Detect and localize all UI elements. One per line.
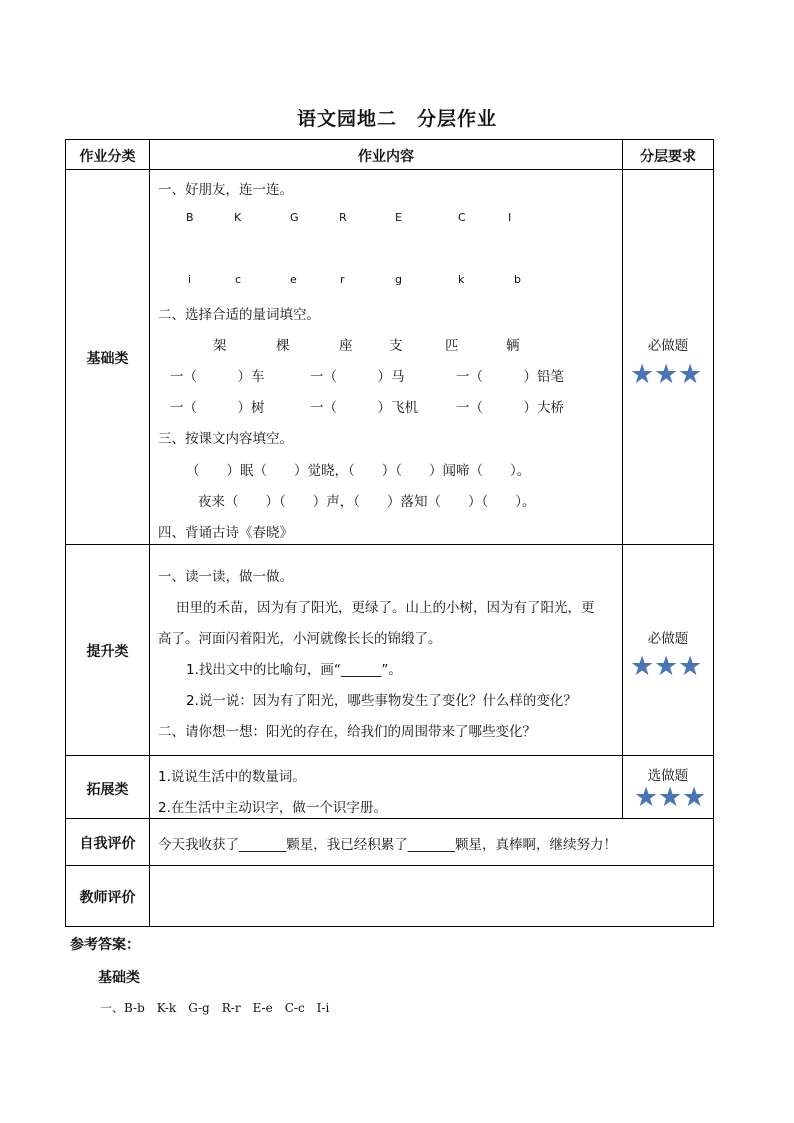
fill-item: 一（ ）车: [170, 369, 265, 385]
basic-section4-title: 四、背诵古诗《春晓》: [158, 525, 293, 541]
star-icon: ★: [678, 359, 703, 390]
star-icon: ★: [634, 782, 659, 813]
answers-line: 一、B-b K-k G-g R-r E-e C-c I-i: [100, 1001, 330, 1015]
extend-item: 2.在生活中主动识字，做一个识字册。: [158, 800, 387, 816]
basic-section3-title: 三、按课文内容填空。: [158, 431, 293, 447]
advance-requirement: 必做题: [647, 631, 689, 647]
basic-section1-title: 一、好朋友，连一连。: [158, 182, 293, 198]
teacher-eval-label: 教师评价: [79, 890, 136, 906]
advance-question: 1.找出文中的比喻句，画“______”。: [186, 662, 402, 678]
fill-item: 一（ ）马: [310, 369, 405, 385]
answers-basic-heading: 基础类: [98, 970, 140, 986]
poem-line: （ ）眠（ ）觉晓，（ ）（ ）闻啼（ ）。: [186, 463, 531, 479]
extend-requirement: 选做题: [647, 768, 689, 784]
fill-item: 一（ ）大桥: [456, 400, 564, 416]
lower-letter: k: [458, 273, 465, 286]
upper-letter: B: [186, 211, 194, 224]
basic-label: 基础类: [86, 351, 129, 367]
star-icon: ★: [654, 651, 679, 682]
star-icon: ★: [654, 359, 679, 390]
star-icon: ★: [630, 359, 655, 390]
upper-letter: I: [508, 211, 512, 224]
star-icon: ★: [630, 651, 655, 682]
upper-letter: E: [395, 211, 402, 224]
basic-section2-title: 二、选择合适的量词填空。: [158, 307, 320, 323]
lower-letter: g: [395, 273, 402, 286]
self-eval-text: 今天我收获了_______颗星，我已经积累了_______颗星，真棒啊，继续努力！: [158, 837, 617, 853]
page-title: 语文园地二 分层作业: [296, 108, 497, 130]
extend-item: 1.说说生活中的数量词。: [158, 769, 306, 785]
advance-section1-title: 一、读一读，做一做。: [158, 569, 293, 585]
extend-label: 拓展类: [86, 782, 129, 798]
self-eval-label: 自我评价: [79, 836, 136, 852]
upper-letter: R: [339, 211, 347, 224]
star-icon: ★: [678, 651, 703, 682]
lower-letter: c: [235, 273, 242, 286]
measure-word: 支: [389, 338, 403, 354]
answers-heading: 参考答案：: [70, 937, 140, 953]
measure-word: 棵: [276, 338, 290, 354]
star-icon: ★: [658, 782, 683, 813]
header-content: 作业内容: [358, 149, 414, 165]
upper-letter: K: [234, 211, 242, 224]
star-icon: ★: [682, 782, 707, 813]
advance-question: 2.说一说：因为有了阳光，哪些事物发生了变化？什么样的变化？: [186, 693, 577, 709]
advance-paragraph: 田里的禾苗，因为有了阳光，更绿了。山上的小树，因为有了阳光，更: [176, 600, 595, 616]
measure-word: 座: [339, 338, 353, 354]
upper-letter: C: [458, 211, 466, 224]
upper-letter: G: [290, 211, 299, 224]
lower-letter: e: [290, 273, 297, 286]
fill-item: 一（ ）树: [170, 400, 265, 416]
lower-letter: r: [340, 273, 345, 286]
fill-item: 一（ ）铅笔: [456, 369, 564, 385]
poem-line: 夜来（ ）（ ）声，（ ）落知（ ）（ ）。: [198, 494, 536, 510]
advance-label: 提升类: [86, 644, 129, 660]
fill-item: 一（ ）飞机: [310, 400, 418, 416]
advance-paragraph: 高了。河面闪着阳光，小河就像长长的锦缎了。: [158, 631, 442, 647]
header-requirement: 分层要求: [640, 149, 696, 165]
measure-word: 匹: [445, 338, 459, 354]
measure-word: 架: [213, 338, 227, 354]
lower-letter: i: [188, 273, 192, 286]
header-category: 作业分类: [79, 149, 136, 165]
measure-word: 辆: [506, 338, 520, 354]
basic-requirement: 必做题: [647, 338, 689, 354]
lower-letter: b: [514, 273, 521, 286]
advance-section2-title: 二、请你想一想：阳光的存在，给我们的周围带来了哪些变化？: [158, 724, 536, 740]
